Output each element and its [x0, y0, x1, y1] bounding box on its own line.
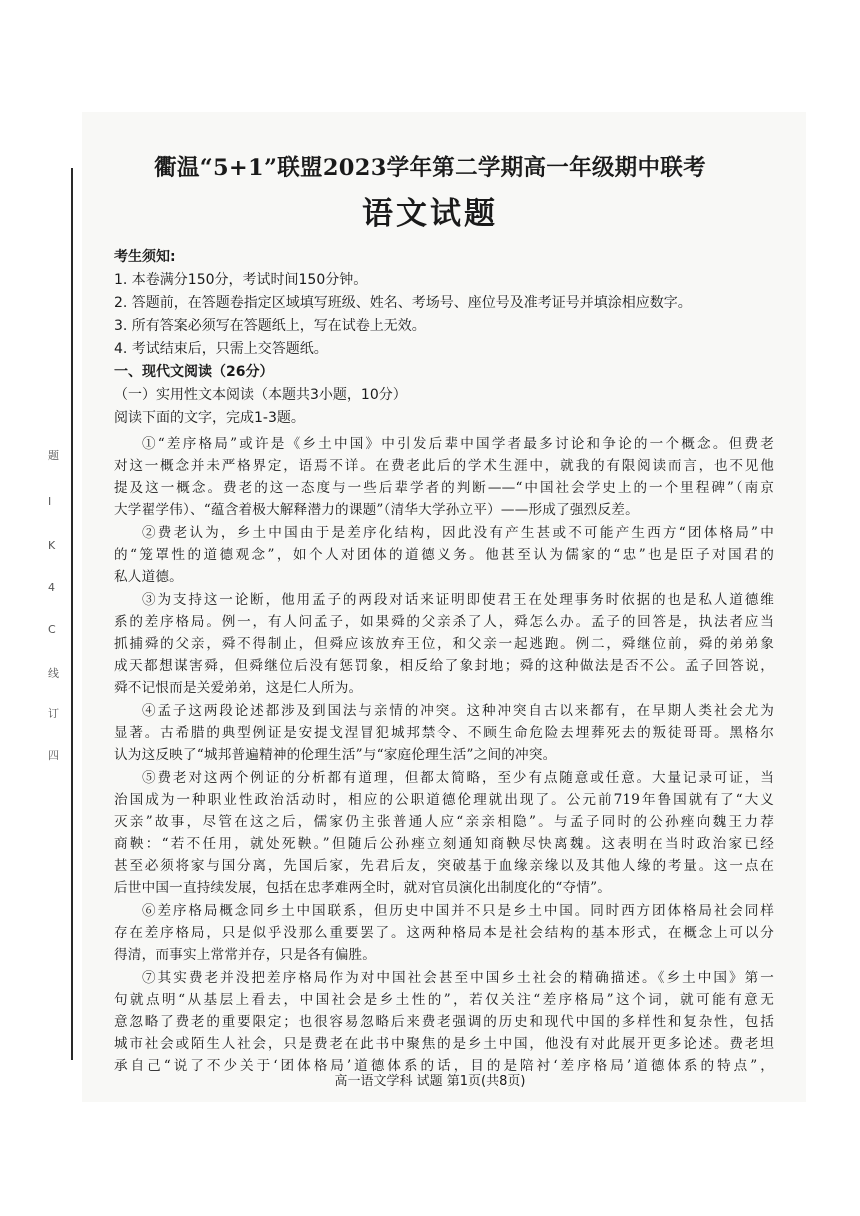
- passage-line: ⑤费老对这两个例证的分析都有道理，但都太简略，至少有点随意或任意。大量记录可证，当: [142, 770, 774, 786]
- binding-line: [71, 168, 73, 1060]
- passage-line: 的“笼罩性的道德观念”，如个人对团体的道德义务。他甚至认为儒家的“忠”也是臣子对国君的: [114, 547, 774, 563]
- binding-mark: K: [48, 539, 56, 552]
- passage-line: 对这一概念并未严格界定，语焉不详。在费老此后的学术生涯中，就我的有限阅读而言，也不见他: [114, 458, 774, 474]
- instruction-item: 2. 答题前，在答题卷指定区域填写班级、姓名、考场号、座位号及准考证号并填涂相应数字。: [114, 295, 692, 311]
- binding-mark: C: [48, 623, 56, 636]
- passage-line: 抓捕舜的父亲，舜不得制止，但舜应该放弃王位，和父亲一起逃跑。例二，舜继位前，舜的弟弟象: [114, 636, 774, 652]
- reading-prompt: 阅读下面的文字，完成1-3题。: [114, 410, 305, 426]
- passage-line: 系的差序格局。例一，有人问孟子，如果舜的父亲杀了人，舜怎么办。孟子的回答是，执法者应当: [114, 614, 774, 630]
- subject-title: 语文试题: [362, 196, 498, 232]
- passage-line: 存在差序格局，只是似乎没那么重要罢了。这两种格局本是社会结构的基本形式，在概念上可以分: [114, 925, 774, 941]
- section-title: 一、现代文阅读（26分）: [114, 364, 274, 380]
- passage-line: 灭亲”故事，尽管在这之后，儒家仍主张普通人应“亲亲相隐”。与孟子同时的公孙痤向魏王力荐: [114, 814, 774, 830]
- passage-line: 显著。古希腊的典型例证是安提戈涅冒犯城邦禁令、不顾生命危险去埋葬死去的叛徒哥哥。黑格尔: [114, 725, 774, 741]
- passage-line: 甚至必须将家与国分离，先国后家，先君后友，突破基于血缘亲缘以及其他人缘的考量。这一点在: [114, 858, 774, 874]
- passage-line: ④孟子这两段论述都涉及到国法与亲情的冲突。这种冲突自古以来都有，在早期人类社会尤为: [142, 703, 774, 719]
- binding-mark: 4: [48, 581, 55, 594]
- passage-line: 舜不记恨而是关爱弟弟，这是仁人所为。: [114, 680, 363, 696]
- binding-mark: 四: [48, 749, 59, 762]
- binding-mark: 题: [48, 449, 59, 462]
- passage-line: 治国成为一种职业性政治活动时，相应的公职道德伦理就出现了。公元前719年鲁国就有了“大义: [114, 792, 774, 808]
- binding-mark: I: [48, 495, 52, 508]
- instruction-item: 1. 本卷满分150分，考试时间150分钟。: [114, 272, 368, 288]
- instruction-item: 3. 所有答案必须写在答题纸上，写在试卷上无效。: [114, 318, 426, 334]
- passage-line: 承自己“说了不少关于‘团体格局’道德体系的话，目的是陪衬‘差序格局’道德体系的特点”，: [114, 1058, 774, 1074]
- passage-line: ⑦其实费老并没把差序格局作为对中国社会甚至中国乡土社会的精确描述。《乡土中国》第一: [142, 970, 774, 986]
- passage-line: ②费老认为，乡土中国由于是差序化结构，因此没有产生甚或不可能产生西方“团体格局”中: [142, 525, 774, 541]
- passage-line: 认为这反映了“城邦普遍精神的伦理生活”与“家庭伦理生活”之间的冲突。: [114, 747, 557, 763]
- passage-line: ③为支持这一论断，他用孟子的两段对话来证明即使君王在处理事务时依据的也是私人道德维: [142, 592, 774, 608]
- passage-line: 提及这一概念。费老的这一态度与一些后辈学者的判断——“中国社会学史上的一个里程碑”（南京: [114, 480, 774, 496]
- passage-line: 后世中国一直持续发展，包括在忠孝难两全时，就对官员演化出制度化的“夺情”。: [114, 880, 612, 896]
- passage-line: 私人道德。: [114, 569, 183, 585]
- instruction-item: 4. 考试结束后，只需上交答题纸。: [114, 341, 328, 357]
- passage-line: 成天都想谋害舜，但舜继位后没有惩罚象，相反给了象封地；舜的这种做法是否不公。孟子回答说，: [114, 658, 774, 674]
- section-subtitle: （一）实用性文本阅读（本题共3小题，10分）: [114, 387, 407, 403]
- passage-line: 商鞅：“若不任用，就处死鞅。”但随后公孙痤立刻通知商鞅尽快离魏。这表明在当时政治家已经: [114, 836, 774, 852]
- passage-line: 得清，而事实上常常并存，只是各有偏胜。: [114, 947, 377, 963]
- passage-line: 大学翟学伟）、“蕴含着极大解释潜力的课题”（清华大学孙立平）——形成了强烈反差。: [114, 502, 639, 518]
- instructions-heading: 考生须知:: [114, 249, 176, 265]
- binding-mark: 订: [48, 707, 59, 720]
- page-footer: 高一语文学科 试题 第1页(共8页): [334, 1074, 526, 1089]
- binding-mark: 线: [48, 667, 59, 680]
- passage-line: ⑥差序格局概念同乡土中国联系，但历史中国并不只是乡土中国。同时西方团体格局社会同样: [142, 903, 774, 919]
- passage-line: 句就点明“从基层上看去，中国社会是乡土性的”，若仅关注“差序格局”这个词，就可能有意无: [114, 992, 774, 1008]
- passage-line: 城市社会或陌生人社会，只是费老在此书中聚焦的是乡土中国，他没有对此展开更多论述。费老坦: [114, 1036, 774, 1052]
- passage-line: ①“差序格局”或许是《乡土中国》中引发后辈中国学者最多讨论和争论的一个概念。但费老: [142, 436, 774, 452]
- exam-title: 衢温“5+1”联盟2023学年第二学期高一年级期中联考: [154, 155, 706, 181]
- passage-line: 意忽略了费老的重要限定；也很容易忽略后来费老强调的历史和现代中国的多样性和复杂性，包括: [114, 1014, 774, 1030]
